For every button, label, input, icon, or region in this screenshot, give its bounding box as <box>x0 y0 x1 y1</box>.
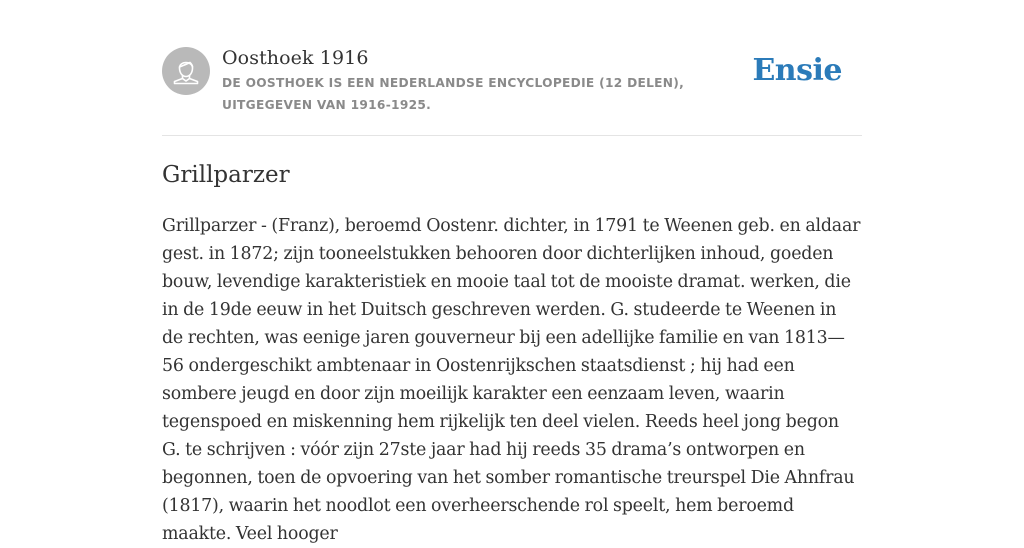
header-divider <box>162 135 862 136</box>
source-title[interactable]: Oosthoek 1916 <box>222 47 369 69</box>
brand-logo[interactable]: Ensie <box>752 53 842 88</box>
source-description: DE OOSTHOEK IS EEN NEDERLANDSE ENCYCLOPEDIE (12 DELEN), UITGEGEVEN VAN 1916-1925. <box>222 76 685 112</box>
entry-title: Grillparzer <box>162 162 290 188</box>
entry-body: Grillparzer - (Franz), beroemd Oostenr. dichter, in 1791 te Weenen geb. en aldaar gest. in 1872; zijn tooneelstukken behooren door dichterlijken inhoud, goeden bouw, levendige karakteristiek en mooie taal tot de mooiste dramat. werken, die in de 19de eeuw in het Duitsch geschreven werden. G. studeerde te Weenen in de rechten, was eenige jaren gouverneur bij een adellijke familie en van 1813—56 ondergeschikt ambtenaar in Oostenrijkschen staatsdienst ; hij had een sombere jeugd en door zijn moeilijk karakter een eenzaam leven, waarin tegenspoed en miskenning hem rijkelijk ten deel vielen. Reeds heel jong begon G. te schrijven : vóór zijn 27ste jaar had hij reeds 35 drama’s ontworpen en begonnen, toen de opvoering van het somber romantische treurspel Die Ahnfrau (1817), waarin het noodlot een overheerschende rol speelt, hem beroemd maakte. Veel hooger <box>162 216 861 544</box>
source-avatar[interactable] <box>162 47 210 95</box>
user-silhouette-icon <box>162 47 210 95</box>
source-header <box>162 46 862 136</box>
